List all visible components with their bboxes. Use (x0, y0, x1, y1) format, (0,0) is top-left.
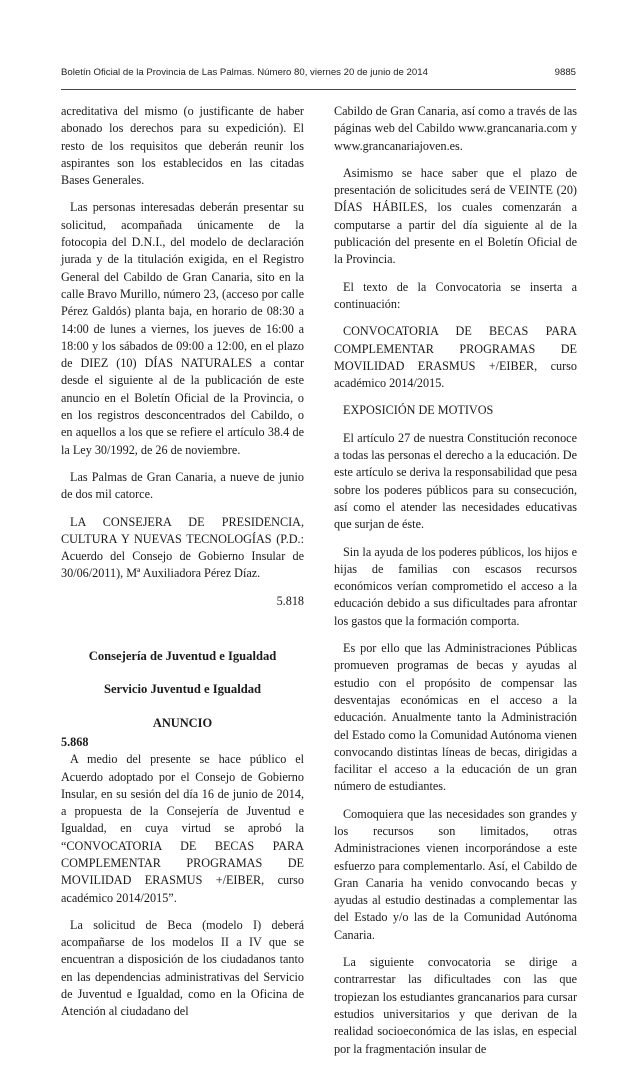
paragraph: Las Palmas de Gran Canaria, a nueve de junio de dos mil catorce. (61, 469, 304, 502)
anuncio-heading: ANUNCIO (152, 715, 213, 730)
paragraph: Sin la ayuda de los poderes públicos, los hijos e hijas de familias con escasos recursos económicos verían comprometido el acceso a la educación debido a sus dificultades para afrontar los gastos que la formación comporta. (334, 544, 577, 628)
right-column (334, 103, 577, 1068)
header-rule (61, 89, 576, 90)
paragraph: A medio del presente se hace público el Acuerdo adoptado por el Consejo de Gobierno Insular, en su sesión del día 16 de junio de 2014, a propuesta de la Consejería de Juventud e Igualdad, en cuya virtud se aprobó la “CONVOCATORIA DE BECAS PARA COMPLEMENTAR PROGRAMAS DE MOVILIDAD ERASMUS +/EIBER, curso académico 2014/2015”. (61, 752, 304, 905)
paragraph: Asimismo se hace saber que el plazo de presentación de solicitudes será de VEINTE (20) DÍAS HÁBILES, los cuales comenzarán a computarse a partir del día siguiente al de la publicación del presente en el Boletín Oficial de la Provincia. (334, 165, 577, 267)
paragraph: El artículo 27 de nuestra Constitución reconoce a todas las personas el derecho a la educación. De este artículo se deriva la responsabilidad que pesa sobre los poderes públicos para su consecución, así como el atender las necesidades educativas que surjan de éste. (334, 430, 577, 532)
left-column (61, 103, 304, 1031)
paragraph: La siguiente convocatoria se dirige a contrarrestar las dificultades con las que tropiezan los estudiantes grancanarios para cursar estudios universitarios y que derivan de la realidad socioeconómica de las islas, en especial por la fragmentación insular de (334, 955, 577, 1056)
signature-paragraph: LA CONSEJERA DE PRESIDENCIA, CULTURA Y NUEVAS TECNOLOGÍAS (P.D.: Acuerdo del Consejo de Gobierno Insular de 30/06/2011), Mª Auxiliadora Pérez Díaz. (61, 514, 304, 581)
bulletin-title: Boletín Oficial de la Provincia de Las Palmas. Número 80, viernes 20 de junio de 2014 (61, 67, 428, 78)
section-heading: Consejería de Juventud e Igualdad (88, 649, 277, 664)
paragraph: Comoquiera que las necesidades son grandes y los recursos son limitados, otras Administraciones vienen incorporándose a este esfuerzo para complementarlo. Así, el Cabildo de Gran Canaria ha venido convocando becas y ayudas al estudio destinadas a complementar las del Estado y/o las de la Comunidad Autónoma Canaria. (334, 806, 577, 942)
subsection-heading: Servicio Juventud e Igualdad (103, 682, 262, 697)
paragraph: acreditativa del mismo (o justificante de haber abonado los derechos para su expedición). El resto de los requisitos que deberán reunir los aspirantes son los establecidos en las citadas Bases Generales. (61, 104, 304, 188)
paragraph: Las personas interesadas deberán presentar su solicitud, acompañada únicamente de la fotocopia del D.N.I., del modelo de declaración jurada y de la titulación exigida, en el Registro General del Cabildo de Gran Canaria, sito en la calle Bravo Murillo, número 23, (acceso por calle Pérez Galdós) planta baja, en horario de 08:30 a 14:00 de lunes a viernes, los jueves de 16:00 a 18:00 y los sábados de 09:00 a 12:00, en el plazo de DIEZ (10) DÍAS NATURALES a contar desde el siguiente al de la publicación de este anuncio en el Boletín Oficial de la Provincia, o en los registros desconcentrados del Cabildo, o en aquellos a los que se refiere el artículo 38.4 de la Ley 30/1992, de 26 de noviembre. (61, 200, 304, 457)
reference-number: 5.818 (276, 593, 304, 608)
paragraph: Cabildo de Gran Canaria, así como a través de las páginas web del Cabildo www.grancanaria.com y www.grancanariajoven.es. (334, 104, 577, 153)
paragraph: La solicitud de Beca (modelo I) deberá acompañarse de los modelos II a IV que se encuentran a disposición de los ciudadanos tanto en las dependencias administrativas del Servicio de Juventud e Igualdad, como en la Oficina de Atención al ciudadano del (61, 917, 304, 1019)
exposicion-heading: EXPOSICIÓN DE MOTIVOS (343, 403, 494, 418)
page-number: 9885 (554, 67, 576, 78)
announcement-number: 5.868 (61, 734, 89, 749)
paragraph: Es por ello que las Administraciones Públicas promueven programas de becas y ayudas al estudio con el propósito de compensar las desventajas económicas en el acceso a la educación. Anualmente tanto la Administración del Estado como la Comunidad Autónoma vienen convocando distintas líneas de becas, dirigidas a facilitar el acceso a la educación de un gran número de estudiantes. (334, 641, 577, 794)
paragraph: El texto de la Convocatoria se inserta a continuación: (334, 279, 577, 311)
page-header (61, 64, 576, 80)
convocatoria-title: CONVOCATORIA DE BECAS PARA COMPLEMENTAR PROGRAMAS DE MOVILIDAD ERASMUS +/EIBER, curso académico 2014/2015. (334, 324, 577, 391)
